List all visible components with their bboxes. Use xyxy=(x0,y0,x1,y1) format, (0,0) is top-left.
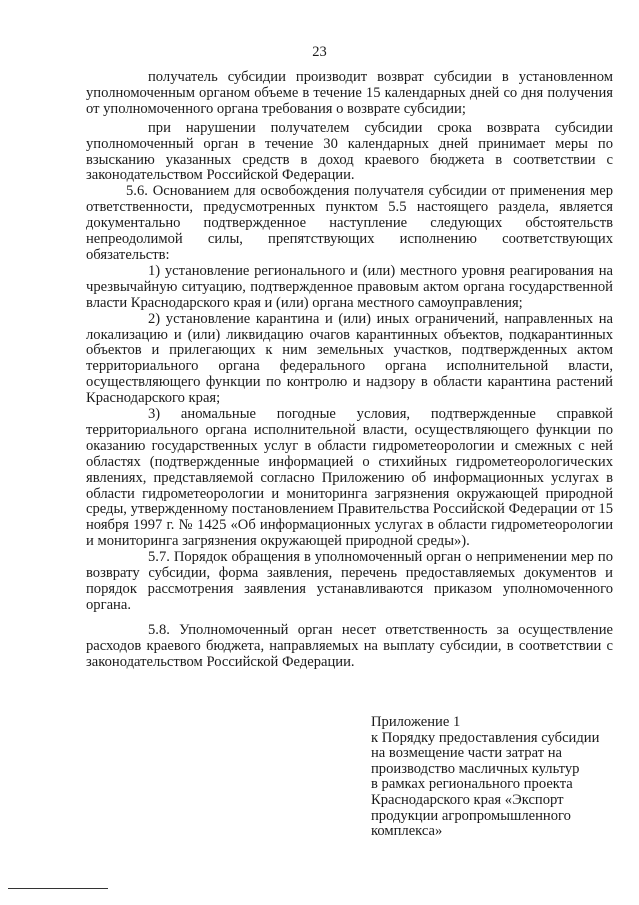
appendix-note xyxy=(371,715,621,840)
paragraph-refund: получатель субсидии производит возврат субсидии в установленном уполномоченным органом объеме в течение 15 календарных дней со дня получения от уполномоченного органа требования о возврате субсидии; xyxy=(86,69,613,117)
page-number: 23 xyxy=(312,44,327,60)
appendix-line: продукции агропромышленного xyxy=(371,807,571,824)
footnote-separator xyxy=(8,888,108,889)
appendix-line: производство масличных культур xyxy=(371,760,580,777)
appendix-title: Приложение 1 xyxy=(371,714,461,730)
appendix-line: в рамках регионального проекта xyxy=(371,776,573,793)
document-body xyxy=(86,70,613,671)
appendix-line: к Порядку предоставления субсидии xyxy=(371,729,600,746)
paragraph-5-8: 5.8. Уполномоченный орган несет ответственность за осуществление расходов краевого бюджета, направляемых на выплату субсидии, в соответствии с законодательством Российской Федерации. xyxy=(86,621,613,670)
paragraph-item-2: 2) установление карантина и (или) иных ограничений, направленных на локализацию и (или) ликвидацию очагов карантинных объектов, подкарантинных объектов и прилегающих к ним земельных участков, подтвержденных актом территориального органа федерального органа исполнительной власти, осуществляющего функции по контролю и надзору в области карантина растений Краснодарского края; xyxy=(86,310,613,407)
paragraph-item-3: 3) аномальные погодные условия, подтвержденные справкой территориального органа исполнительной власти, осуществляющего функции по оказанию государственных услуг в области гидрометеорологии и смежных с ней областях (подтвержденные информацией о стихийных гидрометеорологических явлениях, представляемой согласно Приложению об информационных услугах в области гидрометеорологии и мониторинга загрязнения окружающей природной среды, утвержденному постановлением Правительства Российской Федерации от 15 ноября 1997 г. № 1425 «Об информационных услугах в области гидрометеорологии и мониторинга загрязнения окружающей природной среды»). xyxy=(86,406,613,550)
appendix-line: комплекса» xyxy=(371,823,443,840)
appendix-line: на возмещение части затрат на xyxy=(371,745,563,762)
paragraph-5-6: 5.6. Основанием для освобождения получателя субсидии от применения мер ответственности, предусмотренных пунктом 5.5 настоящего раздела, является документально подтвержденное наступление следующих обстоятельств непреодолимой силы, препятствующих исполнению соответствующих обязательств: xyxy=(86,183,613,263)
appendix-line: Краснодарского края «Экспорт xyxy=(371,791,564,808)
paragraph-item-1: 1) установление регионального и (или) местного уровня реагирования на чрезвычайную ситуацию, подтвержденное правовым актом органа государственной власти Краснодарского края и (или) органа местного самоуправления; xyxy=(86,262,613,311)
paragraph-refund-violation: при нарушении получателем субсидии срока возврата субсидии уполномоченный орган в течение 30 календарных дней принимает меры по взысканию указанных средств в доход краевого бюджета в соответствии с законодательством Российской Федерации. xyxy=(86,119,613,184)
paragraph-5-7: 5.7. Порядок обращения в уполномоченный орган о неприменении мер по возврату субсидии, форма заявления, перечень предоставляемых документов и порядок рассмотрения заявления устанавливаются приказом уполномоченного органа. xyxy=(86,549,613,613)
